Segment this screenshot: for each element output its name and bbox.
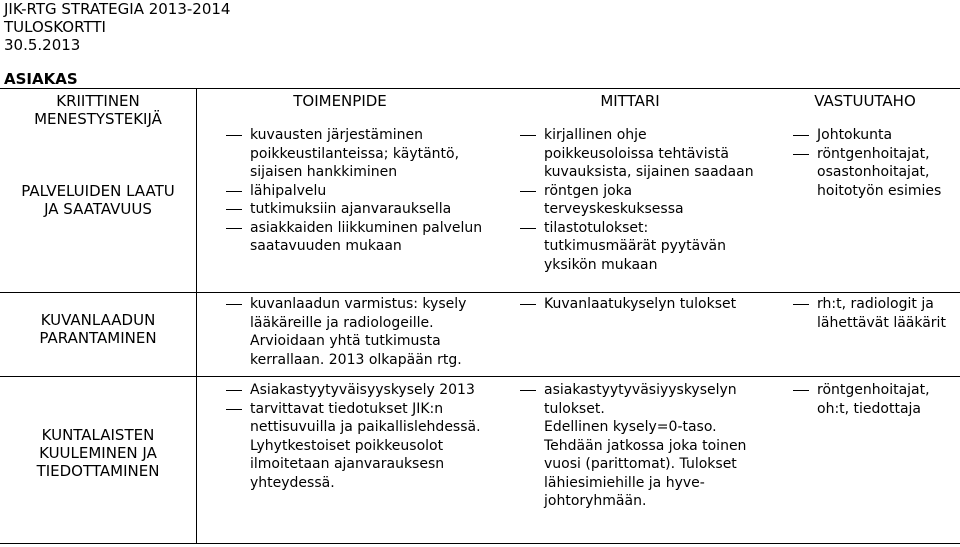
actions-text: nettisuvuilla ja paikallislehdessä. xyxy=(250,419,481,435)
actions-text: lähipalvelu xyxy=(250,182,327,199)
dash-bullet-icon xyxy=(520,304,536,305)
metrics-line xyxy=(520,256,770,275)
responsible-cell-row3 xyxy=(793,381,960,418)
metrics-text: Tehdään jatkossa joka toinen xyxy=(544,437,747,454)
section-label: ASIAKAS xyxy=(4,70,78,88)
table-top-border xyxy=(0,88,960,89)
actions-line xyxy=(226,126,506,145)
responsible-text: lähettävät lääkärit xyxy=(817,314,946,331)
column-header-actions: TOIMENPIDE xyxy=(293,92,387,110)
responsible-text: rh:t, radiologit ja xyxy=(817,296,934,312)
dash-bullet-icon xyxy=(226,209,242,210)
actions-line xyxy=(226,474,516,493)
metrics-line xyxy=(520,455,780,474)
metrics-line xyxy=(520,219,770,238)
row-divider-1 xyxy=(0,292,960,293)
metrics-text: vuosi (parittomat). Tulokset xyxy=(544,456,737,472)
column-header-metrics: MITTARI xyxy=(600,92,660,110)
metrics-line xyxy=(520,437,780,456)
responsible-text: röntgenhoitajat, xyxy=(817,382,930,398)
actions-text: saatavuuden mukaan xyxy=(250,238,402,254)
dash-bullet-icon xyxy=(520,228,536,229)
metrics-text: lähiesimiehille ja hyve- xyxy=(544,474,705,491)
actions-cell-row2 xyxy=(226,295,506,369)
metrics-line xyxy=(520,381,780,400)
actions-text: asiakkaiden liikkuminen palvelun xyxy=(250,219,483,236)
factor-citizen-engagement: KUNTALAISTEN KUULEMINEN JA TIEDOTTAMINEN xyxy=(36,426,160,480)
responsible-line xyxy=(793,381,960,400)
metrics-line xyxy=(520,126,770,145)
actions-text: kuvausten järjestäminen xyxy=(250,127,423,143)
actions-line xyxy=(226,455,516,474)
metrics-text: johtoryhmään. xyxy=(544,493,647,509)
responsible-text: oh:t, tiedottaja xyxy=(817,400,922,417)
dash-bullet-icon xyxy=(226,409,242,410)
document-header xyxy=(4,0,230,54)
column-header-critical-factor: KRIITTINEN MENESTYSTEKIJÄ xyxy=(34,92,162,128)
metrics-line xyxy=(520,200,770,219)
metrics-text: tulokset. xyxy=(544,400,605,417)
responsible-line xyxy=(793,295,960,314)
metrics-text: tutkimusmäärät pyytävän xyxy=(544,238,726,254)
actions-line xyxy=(226,400,516,419)
actions-text: kerrallaan. 2013 olkapään rtg. xyxy=(250,351,462,368)
actions-line xyxy=(226,219,506,238)
metrics-line xyxy=(520,492,780,511)
actions-line xyxy=(226,381,516,400)
metrics-line xyxy=(520,400,780,419)
dash-bullet-icon xyxy=(520,390,536,391)
metrics-text: röntgen joka xyxy=(544,182,633,199)
metrics-text: Edellinen kysely=0-taso. xyxy=(544,419,717,435)
actions-text: tutkimuksiin ajanvarauksella xyxy=(250,201,452,217)
metrics-line xyxy=(520,418,780,437)
metrics-text: terveyskeskuksessa xyxy=(544,201,684,217)
dash-bullet-icon xyxy=(793,135,809,136)
responsible-text: hoitotyön esimies xyxy=(817,182,942,199)
row-divider-2 xyxy=(0,376,960,377)
actions-text: Asiakastyytyväisyyskysely 2013 xyxy=(250,382,475,398)
dash-bullet-icon xyxy=(226,228,242,229)
actions-line xyxy=(226,351,506,370)
table-bottom-border xyxy=(0,543,960,544)
column-header-responsible: VASTUUTAHO xyxy=(814,92,916,110)
actions-text: sijaisen hankkiminen xyxy=(250,164,398,180)
metrics-cell-row1 xyxy=(520,126,770,274)
factor-image-quality: KUVANLAADUN PARANTAMINEN xyxy=(39,311,157,347)
metrics-cell-row3 xyxy=(520,381,780,511)
actions-text: lääkäreille ja radiologeille. xyxy=(250,314,434,331)
metrics-line xyxy=(520,295,780,314)
dash-bullet-icon xyxy=(793,390,809,391)
actions-line xyxy=(226,418,516,437)
actions-line xyxy=(226,437,516,456)
actions-line xyxy=(226,314,506,333)
actions-text: Arvioidaan yhtä tutkimusta xyxy=(250,333,441,349)
actions-text: yhteydessä. xyxy=(250,474,335,491)
dash-bullet-icon xyxy=(226,304,242,305)
dash-bullet-icon xyxy=(793,304,809,305)
dash-bullet-icon xyxy=(520,135,536,136)
metrics-line xyxy=(520,237,770,256)
responsible-line xyxy=(793,145,960,164)
responsible-line xyxy=(793,126,960,145)
metrics-text: kuvauksista, sijainen saadaan xyxy=(544,164,754,180)
metrics-cell-row2 xyxy=(520,295,780,314)
actions-text: tarvittavat tiedotukset JIK:n xyxy=(250,400,444,417)
metrics-text: kirjallinen ohje xyxy=(544,127,647,143)
dash-bullet-icon xyxy=(793,154,809,155)
responsible-text: osastonhoitajat, xyxy=(817,164,930,180)
actions-text: poikkeustilanteissa; käytäntö, xyxy=(250,145,460,162)
responsible-line xyxy=(793,314,960,333)
responsible-line xyxy=(793,163,960,182)
metrics-line xyxy=(520,474,780,493)
factor-quality-availability: PALVELUIDEN LAATU JA SAATAVUUS xyxy=(21,182,175,218)
actions-cell-row3 xyxy=(226,381,516,492)
metrics-text: asiakastyytyväsiyyskyselyn xyxy=(544,382,737,398)
actions-line xyxy=(226,163,506,182)
responsible-line xyxy=(793,182,960,201)
actions-cell-row1 xyxy=(226,126,506,256)
actions-line xyxy=(226,237,506,256)
actions-line xyxy=(226,182,506,201)
metrics-line xyxy=(520,145,770,164)
metrics-text: yksikön mukaan xyxy=(544,256,658,273)
dash-bullet-icon xyxy=(226,135,242,136)
responsible-cell-row1 xyxy=(793,126,960,200)
actions-line xyxy=(226,295,506,314)
strategy-title: JIK-RTG STRATEGIA 2013-2014 xyxy=(4,0,231,18)
responsible-text: Johtokunta xyxy=(817,127,893,143)
dash-bullet-icon xyxy=(226,390,242,391)
actions-text: Lyhytkestoiset poikkeusolot xyxy=(250,437,444,454)
scorecard-title: TULOSKORTTI xyxy=(4,18,106,36)
document-date: 30.5.2013 xyxy=(4,36,81,54)
responsible-line xyxy=(793,400,960,419)
responsible-cell-row2 xyxy=(793,295,960,332)
actions-line xyxy=(226,200,506,219)
actions-line xyxy=(226,332,506,351)
actions-text: ilmoitetaan ajanvarauksesn xyxy=(250,456,445,472)
column-divider xyxy=(196,88,197,544)
metrics-text: poikkeusoloissa tehtävistä xyxy=(544,145,729,162)
actions-text: kuvanlaadun varmistus: kysely xyxy=(250,296,467,312)
metrics-line xyxy=(520,182,770,201)
dash-bullet-icon xyxy=(520,191,536,192)
dash-bullet-icon xyxy=(226,191,242,192)
responsible-text: röntgenhoitajat, xyxy=(817,145,930,162)
metrics-line xyxy=(520,163,770,182)
metrics-text: tilastotulokset: xyxy=(544,219,649,236)
actions-line xyxy=(226,145,506,164)
metrics-text: Kuvanlaatukyselyn tulokset xyxy=(544,296,737,312)
